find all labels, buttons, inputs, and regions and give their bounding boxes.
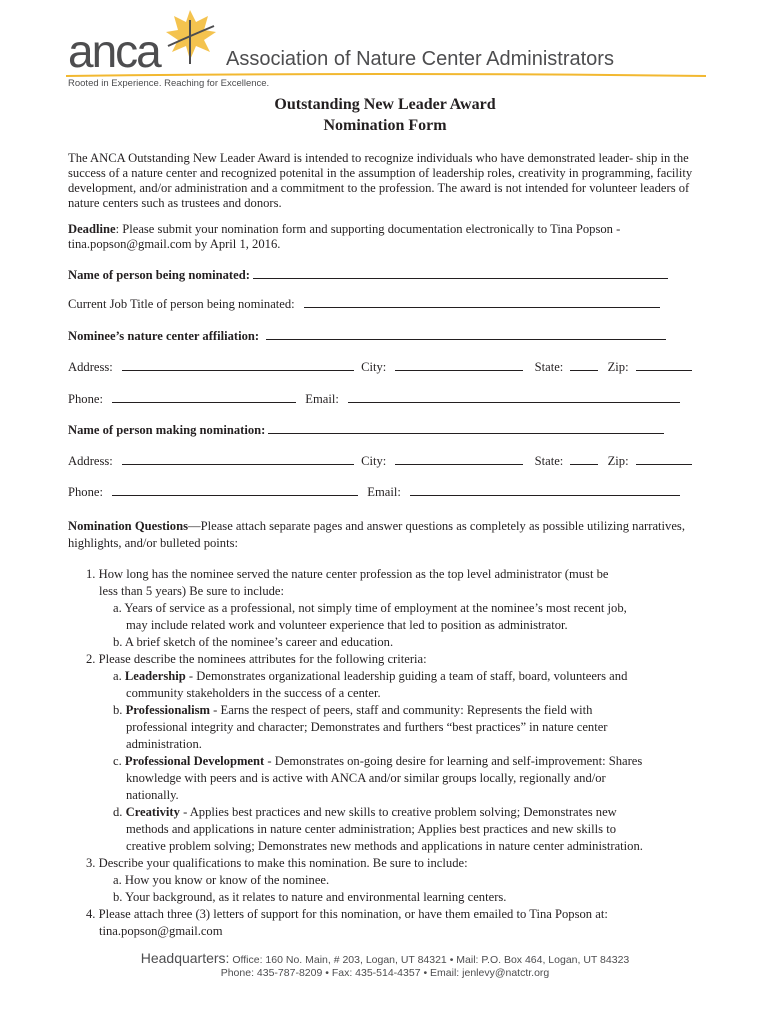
nominator-name-label: Name of person making nomination: — [68, 423, 266, 437]
question-3: 3. Describe your qualifications to make this nomination. Be sure to include: — [86, 856, 468, 870]
creativity-label: Creativity — [125, 805, 180, 819]
questions-intro — [68, 518, 698, 552]
question-list — [86, 566, 726, 940]
question-2b-text: - Earns the respect of peers, staff and community: Represents the field with — [210, 703, 593, 717]
nominee-city-field[interactable] — [395, 359, 523, 371]
nominee-name-label: Name of person being nominated: — [68, 268, 250, 282]
job-title-field[interactable] — [304, 296, 660, 308]
affiliation-field[interactable] — [266, 328, 666, 340]
nominee-state-field[interactable] — [570, 359, 598, 371]
question-2b-cont: professional integrity and character; Demonstrates and furthers “best practices” in nature center — [126, 720, 608, 734]
state-label: State: — [534, 454, 564, 468]
state-label: State: — [534, 360, 564, 374]
question-1b: b. A brief sketch of the nominee’s career and education. — [113, 635, 394, 649]
question-2a-marker: a. — [113, 669, 125, 683]
nominator-phone-row — [68, 484, 680, 500]
address-label: Address: — [68, 360, 113, 374]
nominator-state-field[interactable] — [570, 453, 598, 465]
deadline-label: Deadline — [68, 222, 116, 236]
deadline-paragraph — [68, 222, 698, 252]
phone-label: Phone: — [68, 392, 103, 406]
question-2c-cont2: nationally. — [126, 788, 179, 802]
question-2c — [86, 753, 726, 770]
form-subtitle: Nomination Form — [323, 117, 447, 134]
nominee-email-field[interactable] — [348, 391, 680, 403]
phone-label: Phone: — [68, 485, 103, 499]
nominator-phone-field[interactable] — [112, 484, 358, 496]
question-2d-cont2: creative problem solving; Demonstrates new methods and applications in nature center administration. — [126, 839, 643, 853]
nominee-phone-row — [68, 391, 680, 407]
address-label: Address: — [68, 454, 113, 468]
nominator-name-field[interactable] — [268, 422, 664, 434]
question-1a-cont: may include related work and volunteer experience that led to position as administrator. — [126, 618, 568, 632]
question-2a-text: - Demonstrates organizational leadership guiding a team of staff, board, volunteers and — [185, 669, 628, 683]
question-2d — [86, 804, 726, 821]
question-2c-text: - Demonstrates on-going desire for learning and self-improvement: Shares — [264, 754, 643, 768]
questions-intro-text: —Please attach separate pages and answer questions as completely as possible utilizing narratives, highlights, and/or bulleted points: — [68, 519, 685, 550]
deadline-text: : Please submit your nomination form and supporting documentation electronically to Tina Popson - tina.popson@gmail.com by April 1, 2016. — [68, 222, 621, 251]
intro-paragraph: The ANCA Outstanding New Leader Award is intended to recognize individuals who have demonstrated leader- ship in the success of a nature center and recognized potenital in the assumption of leadership roles, creativity in programming, facility development, and/or administration and a commitment to the profession. The award is not intended for volunteer leaders of nature centers such as trustees and donors. — [68, 151, 693, 210]
nominee-zip-field[interactable] — [636, 359, 692, 371]
email-label: Email: — [305, 392, 339, 406]
zip-label: Zip: — [607, 360, 629, 374]
professional-development-label: Professional Development — [124, 754, 265, 768]
question-2b-cont2: administration. — [126, 737, 202, 751]
nominee-name-row — [68, 267, 668, 283]
leaf-logo-icon — [160, 6, 220, 68]
nominator-address-row — [68, 453, 692, 469]
nominator-city-field[interactable] — [395, 453, 523, 465]
nominator-zip-field[interactable] — [636, 453, 692, 465]
question-2a — [86, 668, 726, 685]
footer-contact: Phone: 435-787-8209 • Fax: 435-514-4357 • Email: jenlevy@natctr.org — [220, 967, 550, 979]
footer-address-text: Office: 160 No. Main, # 203, Logan, UT 84321 • Mail: P.O. Box 464, Logan, UT 84323 — [229, 954, 630, 966]
nominator-email-field[interactable] — [410, 484, 680, 496]
nominee-address-row — [68, 359, 692, 375]
leadership-label: Leadership — [124, 669, 186, 683]
question-3b: b. Your background, as it relates to nature and environmental learning centers. — [113, 890, 507, 904]
nominee-phone-field[interactable] — [112, 391, 296, 403]
affiliation-label: Nominee’s nature center affiliation: — [68, 329, 260, 343]
nominee-name-field[interactable] — [253, 267, 668, 279]
zip-label: Zip: — [607, 454, 629, 468]
question-2: 2. Please describe the nominees attributes for the following criteria: — [86, 652, 427, 666]
question-2d-cont: methods and applications in nature center administration; Applies best practices and new skills to — [126, 822, 616, 836]
question-2c-cont: knowledge with peers and is active with ANCA and/or similar groups locally, regionally and/or — [126, 771, 606, 785]
question-1-cont: less than 5 years) Be sure to include: — [99, 584, 285, 598]
questions-heading: Nomination Questions — [68, 519, 189, 533]
question-2a-cont: community stakeholders in the success of a center. — [126, 686, 381, 700]
form-title: Outstanding New Leader Award — [274, 96, 496, 113]
question-2d-marker: d. — [113, 805, 126, 819]
job-title-label: Current Job Title of person being nominated: — [68, 297, 295, 311]
question-1a: a. Years of service as a professional, not simply time of employment at the nominee’s most recent job, — [113, 601, 627, 615]
affiliation-row — [68, 328, 666, 344]
professionalism-label: Professionalism — [125, 703, 211, 717]
city-label: City: — [361, 454, 387, 468]
question-2c-marker: c. — [113, 754, 125, 768]
question-1: 1. How long has the nominee served the nature center profession as the top level administrator (must be — [86, 567, 609, 581]
footer-address — [0, 950, 770, 966]
headquarters-label: Headquarters: — [140, 950, 230, 966]
job-title-row — [68, 296, 660, 312]
question-2b — [86, 702, 726, 719]
question-2b-marker: b. — [113, 703, 126, 717]
email-label: Email: — [367, 485, 401, 499]
organization-name: Association of Nature Center Administrators — [226, 48, 614, 70]
nominator-name-row — [68, 422, 664, 438]
city-label: City: — [361, 360, 387, 374]
nominee-address-field[interactable] — [122, 359, 354, 371]
question-4: 4. Please attach three (3) letters of support for this nomination, or have them emailed to Tina Popson at: — [86, 907, 608, 921]
anca-logo-text: anca — [68, 25, 160, 77]
question-2d-text: - Applies best practices and new skills to creative problem solving; Demonstrates new — [179, 805, 617, 819]
tagline: Rooted in Experience. Reaching for Excellence. — [68, 78, 270, 89]
nominator-address-field[interactable] — [122, 453, 354, 465]
question-4-cont: tina.popson@gmail.com — [99, 924, 223, 938]
question-3a: a. How you know or know of the nominee. — [113, 873, 330, 887]
